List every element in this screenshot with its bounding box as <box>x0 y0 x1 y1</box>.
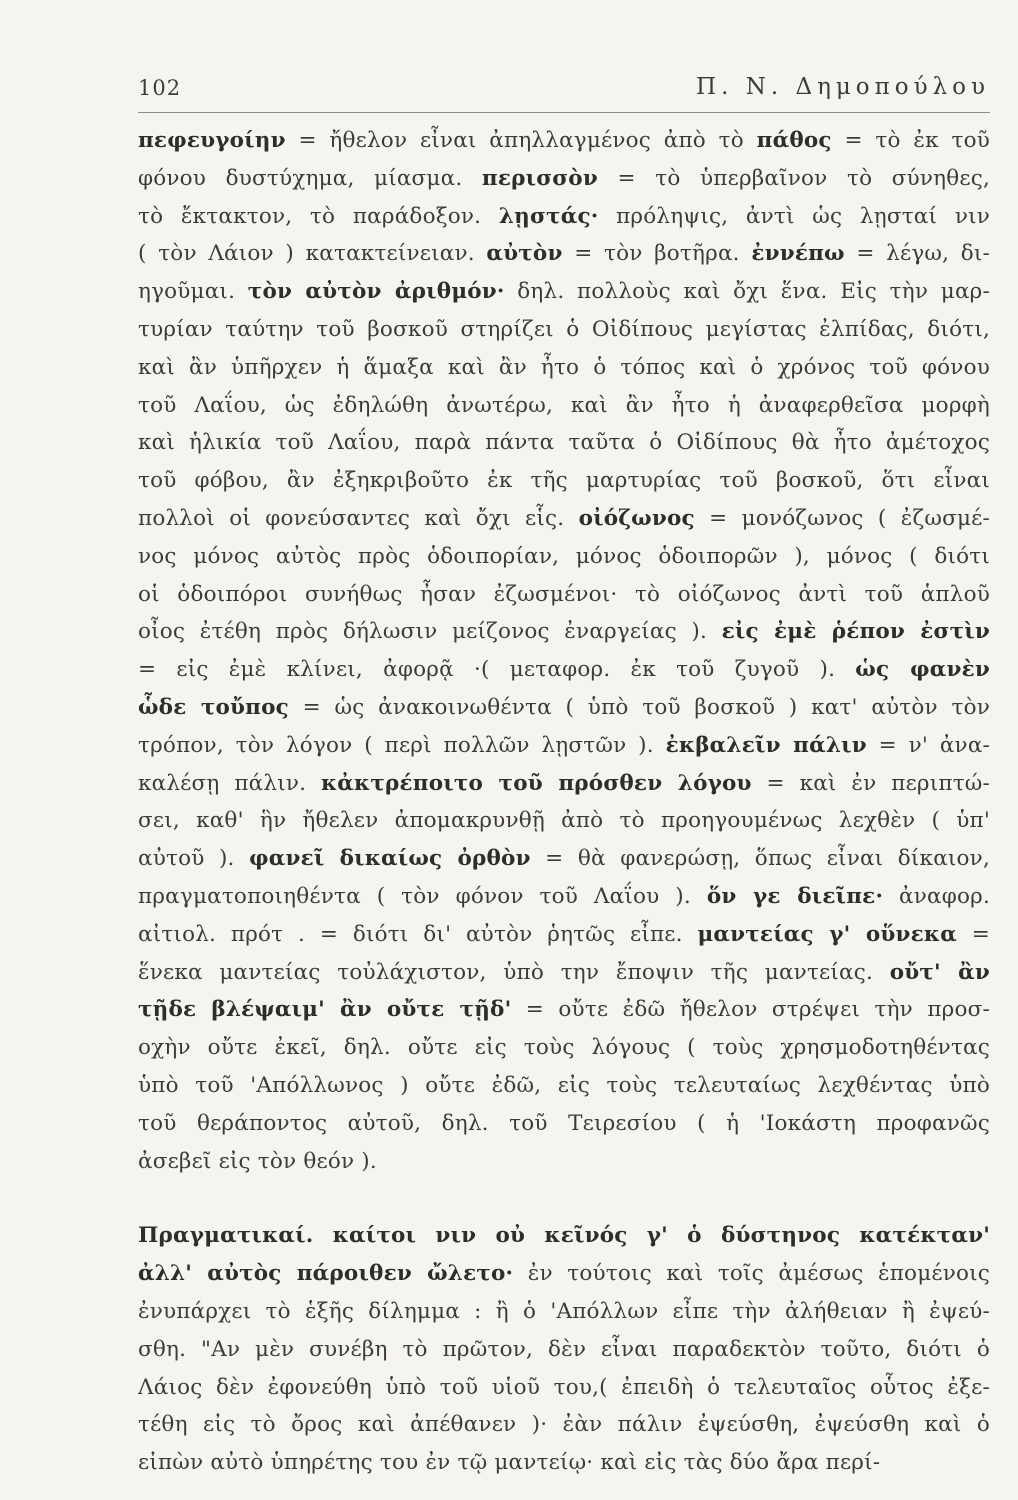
text-run: καὶ ἂν ὑπῆρχεν ἡ ἅμαξα καὶ ἂν ἦτο ὁ τόπος καὶ ὁ χρόνος τοῦ φόνου <box>138 354 990 380</box>
text-run: σει, καθ' ἣν ἤθελεν ἀπομακρυνθῇ ἀπὸ τὸ προηγουμένως λεχθὲν ( ὑπ' <box>138 808 990 834</box>
text-line <box>138 1293 990 1331</box>
text-line <box>138 1406 990 1444</box>
text-run: οἶος ἐτέθη πρὸς δήλωσιν μείζονος ἐναργείας ). <box>138 619 722 645</box>
text-run: = λέγω, δι- <box>844 241 990 267</box>
text-run: = εἰς ἐμὲ κλίνει, ἀφορᾷ ·( μεταφορ. ἐκ τοῦ ζυγοῦ ). <box>138 657 856 683</box>
bold-lemma: ὡς φανὲν <box>855 657 990 683</box>
body-text <box>138 122 990 1482</box>
text-line <box>138 235 990 273</box>
text-run: δηλ. πολλοὺς καὶ ὄχι ἕνα. Εἰς τὴν μαρ- <box>504 279 990 305</box>
text-line <box>138 424 990 462</box>
bold-lemma: περισσὸν <box>481 165 598 191</box>
bold-lemma: κἀκτρέποιτο τοῦ πρόσθεν λόγου <box>320 770 752 796</box>
text-line <box>138 273 990 311</box>
text-line <box>138 689 990 727</box>
text-line <box>138 765 990 803</box>
bold-lemma: φανεῖ δικαίως ὀρθὸν <box>249 846 531 872</box>
text-run: σθη. "Αν μὲν συνέβη τὸ πρῶτον, δὲν εἶναι παραδεκτὸν τοῦτο, διότι ὁ <box>138 1336 990 1362</box>
bold-lemma: οἰόζωνος <box>578 505 695 531</box>
text-run: ἐνυπάρχει τὸ ἑξῆς δίλημμα : ἢ ὁ 'Απόλλων εἶπε τὴν ἀλήθειαν ἢ ἐψεύ- <box>138 1298 990 1324</box>
text-line <box>138 840 990 878</box>
text-run: = καὶ ἐν περιπτώ- <box>751 770 990 796</box>
header-rule <box>138 112 990 113</box>
text-run: = ν' ἀνα- <box>866 732 990 758</box>
text-run: οἱ ὁδοιπόροι συνήθως ἦσαν ἐζωσμένοι· τὸ οἰόζωνος ἀντὶ τοῦ ἁπλοῦ <box>138 581 990 607</box>
text-line <box>138 1067 990 1105</box>
text-run: καλέσῃ πάλιν. <box>138 770 321 796</box>
bold-lemma: ἐκβαλεῖν πάλιν <box>665 732 867 758</box>
text-line <box>138 1143 990 1181</box>
text-line <box>138 349 990 387</box>
text-run: = τὸ ἐκ τοῦ <box>831 128 990 153</box>
page-header <box>138 68 990 108</box>
text-line <box>138 954 990 992</box>
bold-lemma: αὐτὸν <box>486 241 563 267</box>
text-run: = ἤθελον εἶναι ἀπηλλαγμένος ἀπὸ τὸ <box>285 128 757 153</box>
text-line <box>138 802 990 840</box>
text-run: τοῦ θεράποντος αὐτοῦ, δηλ. τοῦ Τειρεσίου ( ἡ 'Ιοκάστη προφανῶς <box>138 1110 990 1136</box>
text-run: ἕνεκα μαντείας τοὐλάχιστον, ὑπὸ την ἔποψιν τῆς μαντείας. <box>138 959 890 985</box>
bold-lemma: εἰς ἐμὲ ῥέπον ἐστὶν <box>721 619 990 645</box>
text-line <box>138 613 990 651</box>
bold-lemma: ἐννέπω <box>751 241 845 267</box>
text-run: = <box>957 921 990 947</box>
text-run: τρόπον, τὸν λόγον ( περὶ πολλῶν λῃστῶν ). <box>138 732 666 758</box>
text-run: νος μόνος αὐτὸς πρὸς ὁδοιπορίαν, μόνος ὁδοιπορῶν ), μόνος ( διότι <box>138 543 990 569</box>
text-run: τοῦ φόβου, ἂν ἐξηκριβοῦτο ἐκ τῆς μαρτυρίας τοῦ βοσκοῦ, ὅτι εἶναι <box>138 468 990 494</box>
bold-lemma: Πραγματικαί. καίτοι νιν οὐ κεῖνός γ' ὁ δύστηνος κατέκταν' <box>138 1223 990 1249</box>
text-run: = ὡς ἀνακοινωθέντα ( ὑπὸ τοῦ βοσκοῦ ) κατ' αὐτὸν τὸν <box>288 694 990 720</box>
text-line <box>138 651 990 689</box>
bold-lemma: τῇδε βλέψαιμ' ἂν οὔτε τῇδ' <box>138 997 512 1023</box>
running-head: Π. Ν. Δημοπούλου <box>696 74 990 100</box>
text-run: ἀναφορ. <box>883 883 990 909</box>
text-line <box>138 991 990 1029</box>
page-number: 102 <box>138 76 182 100</box>
text-run: πρόληψις, ἀντὶ ὡς λῃσταί νιν <box>598 203 990 229</box>
text-run: τὸ ἔκτακτον, τὸ παράδοξον. <box>138 203 499 229</box>
text-line <box>138 122 990 160</box>
text-line <box>138 1105 990 1143</box>
bold-lemma: πεφευγοίην <box>138 128 286 153</box>
text-run: ἀσεβεῖ εἰς τὸν θεόν ). <box>138 1148 377 1174</box>
text-run: τέθη εἰς τὸ ὄρος καὶ ἀπέθανεν )· ἐὰν πάλιν ἐψεύσθη, ἐψεύσθη καὶ ὁ <box>138 1412 990 1438</box>
text-run: αἰτιολ. πρότ . = διότι δι' αὐτὸν ῥητῶς εἶπε. <box>138 921 698 947</box>
paragraph-commentary <box>138 122 990 1180</box>
text-line <box>138 878 990 916</box>
text-run: καὶ ἡλικία τοῦ Λαΐου, παρὰ πάντα ταῦτα ὁ Οἰδίπους θὰ ἦτο ἀμέτοχος <box>138 430 990 456</box>
text-line <box>138 1369 990 1407</box>
text-line <box>138 727 990 765</box>
bold-lemma: ἀλλ' αὐτὸς πάροιθεν ὤλετο· <box>138 1261 514 1287</box>
text-line <box>138 462 990 500</box>
text-run: οχὴν οὔτε ἐκεῖ, δηλ. οὔτε εἰς τοὺς λόγους ( τοὺς χρησμοδοτηθέντας <box>138 1035 990 1061</box>
bold-lemma: οὔτ' ἂν <box>889 959 990 985</box>
text-run: ( τὸν Λάιον ) κατακτείνειαν. <box>138 241 487 267</box>
text-line <box>138 387 990 425</box>
text-line <box>138 1331 990 1369</box>
bold-lemma: ὧδε τοὔπος <box>138 694 289 720</box>
text-run: πραγματοποιηθέντα ( τὸν φόνον τοῦ Λαΐου ). <box>138 883 707 909</box>
text-line <box>138 916 990 954</box>
text-run: πολλοὶ οἱ φονεύσαντες καὶ ὄχι εἷς. <box>138 505 579 531</box>
bold-lemma: μαντείας γ' οὕνεκα <box>697 921 957 947</box>
text-run: ηγοῦμαι. <box>138 279 248 305</box>
text-run: = τὸν βοτῆρα. <box>562 241 752 267</box>
text-line <box>138 1444 990 1482</box>
text-line <box>138 1217 990 1255</box>
text-run: = θὰ φανερώσῃ, ὅπως εἶναι δίκαιον, <box>530 846 990 872</box>
bold-lemma: τὸν αὐτὸν ἀριθμόν· <box>247 279 505 305</box>
text-run: = τὸ ὑπερβαῖνον τὸ σύνηθες, <box>597 165 990 191</box>
text-run: ἐν τούτοις καὶ τοῖς ἀμέσως ἑπομένοις <box>513 1261 990 1287</box>
text-line <box>138 538 990 576</box>
text-run: = οὔτε ἐδῶ ἤθελον στρέψει τὴν προσ- <box>511 997 990 1023</box>
paragraph-pragmatikai <box>138 1217 990 1482</box>
bold-lemma: ὅν γε διεῖπε· <box>706 883 884 909</box>
text-line <box>138 576 990 614</box>
text-run: φόνου δυστύχημα, μίασμα. <box>138 165 482 191</box>
text-line <box>138 1029 990 1067</box>
text-line <box>138 198 990 236</box>
text-run: αὐτοῦ ). <box>138 846 250 872</box>
text-run: = μονόζωνος ( ἐζωσμέ- <box>694 505 990 531</box>
text-run: ὑπὸ τοῦ 'Απόλλωνος ) οὔτε ἐδῶ, εἰς τοὺς τελευταίως λεχθέντας ὑπὸ <box>138 1072 990 1098</box>
text-line <box>138 311 990 349</box>
text-line <box>138 500 990 538</box>
text-run: εἰπὼν αὐτὸ ὑπηρέτης του ἐν τῷ μαντείῳ· καὶ εἰς τὰς δύο ἄρα περί- <box>138 1450 881 1476</box>
text-line <box>138 160 990 198</box>
text-run: τοῦ Λαΐου, ὡς ἐδηλώθη ἀνωτέρω, καὶ ἂν ἦτο ἡ ἀναφερθεῖσα μορφὴ <box>138 392 990 418</box>
bold-lemma: πάθος <box>756 128 832 153</box>
text-run: τυρίαν ταύτην τοῦ βοσκοῦ στηρίζει ὁ Οἰδίπους μεγίστας ἐλπίδας, διότι, <box>138 316 990 342</box>
bold-lemma: λῃστάς· <box>498 203 599 229</box>
text-line <box>138 1255 990 1293</box>
text-run: Λάιος δὲν ἐφονεύθη ὑπὸ τοῦ υἱοῦ του,( ἐπειδὴ ὁ τελευταῖος οὗτος ἐξε- <box>138 1374 990 1400</box>
paragraph-gap <box>138 1180 990 1217</box>
